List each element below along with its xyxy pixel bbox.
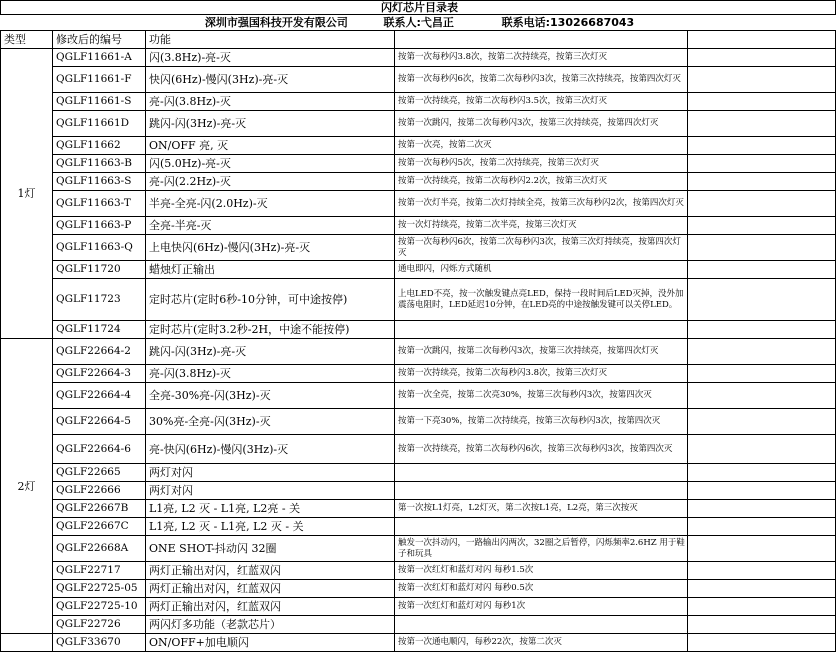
chip-function: 两灯正输出对闪，红蓝双闪 [146, 580, 395, 598]
extra-cell [688, 580, 836, 598]
table-row [1, 598, 836, 616]
chip-code: QGLF22726 [53, 616, 146, 634]
chip-function: 闪(5.0Hz)-亮-灭 [146, 155, 395, 173]
table-row [1, 217, 836, 235]
category-cell: 2灯 [1, 339, 53, 634]
chip-code: QGLF22664-4 [53, 383, 146, 409]
table-row [1, 339, 836, 365]
catalog-body [1, 1, 836, 652]
table-row [1, 383, 836, 409]
extra-cell [688, 261, 836, 279]
table-row [1, 191, 836, 217]
chip-description: 按第一次通电顺闪，每秒22次，按第二次灭 [395, 634, 688, 652]
chip-code: QGLF11663-S [53, 173, 146, 191]
table-row [1, 482, 836, 500]
chip-code: QGLF22664-3 [53, 365, 146, 383]
title-row [1, 1, 836, 15]
chip-code: QGLF11661-S [53, 93, 146, 111]
chip-code: QGLF22725-10 [53, 598, 146, 616]
chip-function: 闪(3.8Hz)-亮-灭 [146, 49, 395, 67]
chip-function: 全亮-半亮-灭 [146, 217, 395, 235]
chip-description: 上电LED不亮，按一次触发键点亮LED，保持一段时间后LED灭掉，没外加震荡电阻时，LED延迟10分钟，在LED亮的中途按触发键可以关停LED。 [395, 279, 688, 321]
header-extra [688, 31, 836, 49]
extra-cell [688, 616, 836, 634]
chip-description: 按第一次跳闪，按第二次每秒闪3次，按第三次持续亮，按第四次灯灭 [395, 111, 688, 137]
chip-description [395, 616, 688, 634]
chip-description: 按第一次红灯和蓝灯对闪 每秒1次 [395, 598, 688, 616]
chip-description [395, 321, 688, 339]
chip-function: 亮-闪(3.8Hz)-灭 [146, 93, 395, 111]
chip-description: 按第一次每秒闪6次，按第二次每秒闪3次，按第三次持续亮，按第四次灯灭 [395, 67, 688, 93]
table-row [1, 93, 836, 111]
chip-function: 两闪灯多功能（老款芯片） [146, 616, 395, 634]
chip-function: 两灯正输出对闪，红蓝双闪 [146, 562, 395, 580]
extra-cell [688, 518, 836, 536]
chip-description: 触发一次抖动闪，一路输出闪两次，32圈之后暂停，闪烁频率2.6HZ 用于鞋子和玩具 [395, 536, 688, 562]
table-row [1, 279, 836, 321]
chip-description: 按第一次每秒闪5次，按第二次持续亮，按第三次灯灭 [395, 155, 688, 173]
table-row [1, 580, 836, 598]
company-info [1, 15, 836, 31]
table-row [1, 137, 836, 155]
chip-code: QGLF22665 [53, 464, 146, 482]
extra-cell [688, 339, 836, 365]
chip-description: 通电即闪，闪烁方式随机 [395, 261, 688, 279]
chip-code: QGLF11661D [53, 111, 146, 137]
chip-description [395, 482, 688, 500]
chip-function: 全亮-30%亮-闪(3Hz)-灭 [146, 383, 395, 409]
header-row [1, 31, 836, 49]
chip-function: 两灯正输出对闪，红蓝双闪 [146, 598, 395, 616]
extra-cell [688, 235, 836, 261]
extra-cell [688, 500, 836, 518]
sheet-title: 闪灯芯片目录表 [1, 1, 836, 15]
extra-cell [688, 279, 836, 321]
extra-cell [688, 598, 836, 616]
chip-code: QGLF22668A [53, 536, 146, 562]
chip-function: 亮-闪(2.2Hz)-灭 [146, 173, 395, 191]
chip-function: 蜡烛灯正输出 [146, 261, 395, 279]
chip-description: 按第一次灯半亮，按第二次灯持续全亮，按第三次每秒闪2次，按第四次灯灭 [395, 191, 688, 217]
chip-code: QGLF11663-T [53, 191, 146, 217]
chip-description: 按第一次红灯和蓝灯对闪 每秒0.5次 [395, 580, 688, 598]
extra-cell [688, 111, 836, 137]
chip-description: 按第一次持续亮，按第二次每秒闪3.5次，按第三次灯灭 [395, 93, 688, 111]
chip-function: ONE SHOT-抖动闪 32圈 [146, 536, 395, 562]
company-row [1, 15, 836, 31]
chip-description: 按第一次持续亮，按第二次每秒闪2.2次，按第三次灯灭 [395, 173, 688, 191]
extra-cell [688, 435, 836, 464]
chip-function: 跳闪-闪(3Hz)-亮-灭 [146, 339, 395, 365]
header-type: 类型 [1, 31, 53, 49]
chip-function: 亮-闪(3.8Hz)-灭 [146, 365, 395, 383]
chip-code: QGLF11663-P [53, 217, 146, 235]
extra-cell [688, 191, 836, 217]
header-description [395, 31, 688, 49]
chip-code: QGLF22667C [53, 518, 146, 536]
table-row [1, 634, 836, 652]
chip-code: QGLF11662 [53, 137, 146, 155]
chip-function: ON/OFF 亮, 灭 [146, 137, 395, 155]
table-row [1, 49, 836, 67]
table-row [1, 111, 836, 137]
table-row [1, 562, 836, 580]
chip-code: QGLF33670 [53, 634, 146, 652]
chip-code: QGLF22664-2 [53, 339, 146, 365]
company-name: 深圳市强国科技开发有限公司 [204, 16, 348, 29]
chip-code: QGLF11661-F [53, 67, 146, 93]
chip-code: QGLF22717 [53, 562, 146, 580]
chip-description: 按一次灯持续亮，按第二次半亮，按第三次灯灭 [395, 217, 688, 235]
table-row [1, 235, 836, 261]
chip-function: 半亮-全亮-闪(2.0Hz)-灭 [146, 191, 395, 217]
chip-code: QGLF11663-Q [53, 235, 146, 261]
category-cell: 1灯 [1, 49, 53, 339]
table-row [1, 173, 836, 191]
chip-description: 按第一次持续亮，按第二次每秒闪6次，按第三次每秒闪3次，按第四次灭 [395, 435, 688, 464]
extra-cell [688, 93, 836, 111]
table-row [1, 536, 836, 562]
table-row [1, 464, 836, 482]
extra-cell [688, 321, 836, 339]
chip-function: L1亮, L2 灭 - L1亮, L2亮 - 关 [146, 500, 395, 518]
table-row [1, 321, 836, 339]
chip-function: 两灯对闪 [146, 482, 395, 500]
chip-description: 按第一次亮，按第二次灭 [395, 137, 688, 155]
chip-function: 30%亮-全亮-闪(3Hz)-灭 [146, 409, 395, 435]
chip-code: QGLF22725-05 [53, 580, 146, 598]
extra-cell [688, 173, 836, 191]
chip-function: 快闪(6Hz)-慢闪(3Hz)-亮-灭 [146, 67, 395, 93]
chip-description [395, 464, 688, 482]
chip-description: 按第一次全亮，按第二次亮30%，按第三次每秒闪3次，按第四次灭 [395, 383, 688, 409]
chip-function: 两灯对闪 [146, 464, 395, 482]
extra-cell [688, 383, 836, 409]
chip-description: 按第一次持续亮，按第二次每秒闪3.8次，按第三次灯灭 [395, 365, 688, 383]
chip-code: QGLF22666 [53, 482, 146, 500]
table-row [1, 518, 836, 536]
extra-cell [688, 155, 836, 173]
chip-code: QGLF22664-5 [53, 409, 146, 435]
extra-cell [688, 217, 836, 235]
chip-description: 按第一次跳闪，按第二次每秒闪3次，按第三次持续亮，按第四次灯灭 [395, 339, 688, 365]
chip-function: ON/OFF+加电顺闪 [146, 634, 395, 652]
table-row [1, 67, 836, 93]
extra-cell [688, 536, 836, 562]
chip-function: L1亮, L2 灭 - L1亮, L2 灭 - 关 [146, 518, 395, 536]
chip-description: 按第一次每秒闪6次，按第二次每秒闪3次，按第三次灯持续亮，按第四次灯灭 [395, 235, 688, 261]
chip-code: QGLF11723 [53, 279, 146, 321]
header-code: 修改后的编号 [53, 31, 146, 49]
chip-description: 按第一次每秒闪3.8次，按第二次持续亮，按第三次灯灭 [395, 49, 688, 67]
table-row [1, 365, 836, 383]
chip-code: QGLF22667B [53, 500, 146, 518]
extra-cell [688, 482, 836, 500]
chip-description [395, 518, 688, 536]
extra-cell [688, 49, 836, 67]
chip-function: 定时芯片(定时6秒-10分钟，可中途按停) [146, 279, 395, 321]
extra-cell [688, 634, 836, 652]
extra-cell [688, 464, 836, 482]
extra-cell [688, 365, 836, 383]
contact-person: 联系人:弋昌正 [383, 16, 454, 29]
category-cell [1, 634, 53, 652]
extra-cell [688, 409, 836, 435]
table-row [1, 435, 836, 464]
table-row [1, 500, 836, 518]
table-row [1, 616, 836, 634]
extra-cell [688, 562, 836, 580]
chip-function: 定时芯片(定时3.2秒-2H，中途不能按停) [146, 321, 395, 339]
table-row [1, 261, 836, 279]
chip-code: QGLF11663-B [53, 155, 146, 173]
chip-code: QGLF11661-A [53, 49, 146, 67]
table-row [1, 409, 836, 435]
extra-cell [688, 137, 836, 155]
extra-cell [688, 67, 836, 93]
table-row [1, 155, 836, 173]
chip-description: 第一次按L1灯亮，L2灯灭，第二次按L1亮，L2亮，第三次按灭 [395, 500, 688, 518]
chip-description: 按第一下亮30%，按第二次持续亮，按第三次每秒闪3次，按第四次灭 [395, 409, 688, 435]
chip-function: 跳闪-闪(3Hz)-亮-灭 [146, 111, 395, 137]
contact-phone: 联系电话:13026687043 [501, 16, 635, 29]
chip-function: 上电快闪(6Hz)-慢闪(3Hz)-亮-灭 [146, 235, 395, 261]
chip-code: QGLF22664-6 [53, 435, 146, 464]
chip-description: 按第一次红灯和蓝灯对闪 每秒1.5次 [395, 562, 688, 580]
chip-code: QGLF11724 [53, 321, 146, 339]
header-function: 功能 [146, 31, 395, 49]
chip-function: 亮-快闪(6Hz)-慢闪(3Hz)-灭 [146, 435, 395, 464]
chip-code: QGLF11720 [53, 261, 146, 279]
